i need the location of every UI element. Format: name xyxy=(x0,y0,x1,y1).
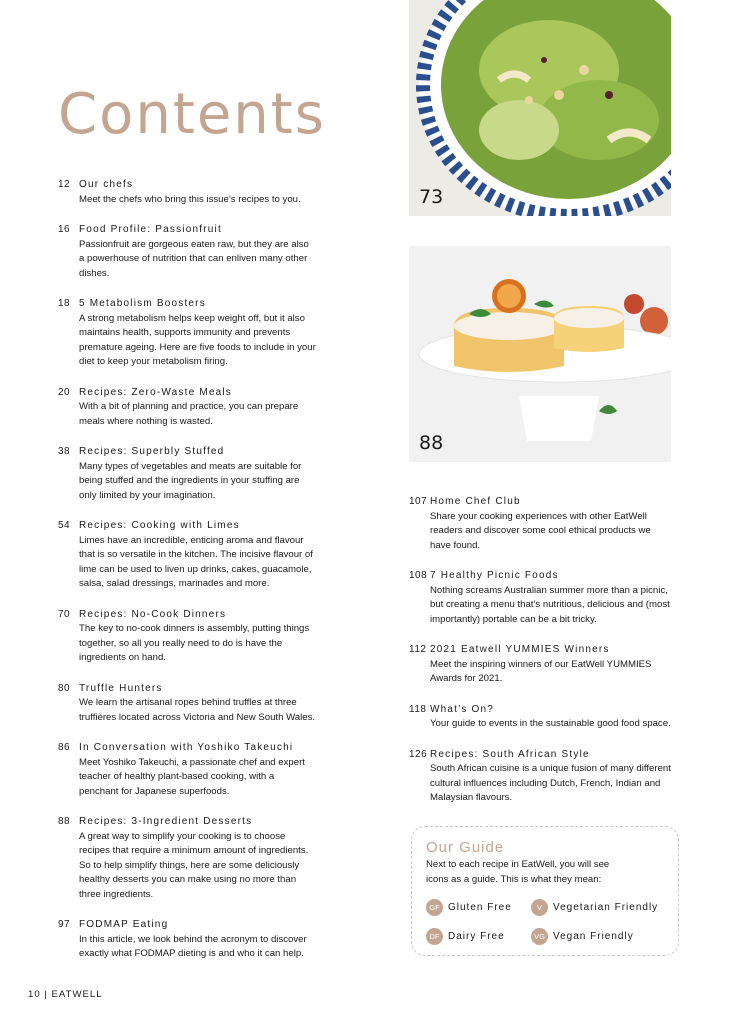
guide-item-gluten-free xyxy=(426,899,512,916)
entry-title: 5 Metabolism Boosters xyxy=(79,298,206,309)
contents-entry[interactable] xyxy=(409,569,671,627)
guide-item-vegetarian-friendly xyxy=(531,899,658,916)
entry-description: With a bit of planning and practice, you can prepare meals where nothing is wasted. xyxy=(79,401,299,427)
guide-item-label: Vegan Friendly xyxy=(553,931,634,942)
entry-title: In Conversation with Yoshiko Takeuchi xyxy=(79,742,294,753)
entry-description: Nothing screams Australian summer more than a picnic, but creating a menu that’s nutritious, delicious and (most importantly) portable can be a bit tricky. xyxy=(430,584,670,625)
entry-title: What’s On? xyxy=(430,703,495,715)
entry-description: Meet the chefs who bring this issue’s recipes to you. xyxy=(79,193,301,205)
guide-title: Our Guide xyxy=(426,839,505,856)
contents-right-column xyxy=(409,495,671,822)
entry-title: Recipes: Zero-Waste Meals xyxy=(79,386,232,398)
entry-description: Meet Yoshiko Takeuchi, a passionate chef and expert teacher of healthy plant-based cooking, with a penchant for Japanese superfoods. xyxy=(79,756,305,797)
entry-description: We learn the artisanal ropes behind truffles at three truffières located across Victoria and New South Wales. xyxy=(79,697,316,723)
photo-page-number: 73 xyxy=(419,186,444,208)
page-title: Contents xyxy=(58,82,326,147)
contents-entry[interactable] xyxy=(58,297,316,370)
entry-page-number: 126 xyxy=(409,748,428,760)
contents-entry[interactable] xyxy=(58,519,316,592)
entry-description: Many types of vegetables and meats are suitable for being stuffed and the ingredients in your stuffing are only limited by your imagination. xyxy=(79,460,302,501)
entry-description: Meet the inspiring winners of our EatWell YUMMIES Awards for 2021. xyxy=(430,658,652,684)
photo-page-number: 88 xyxy=(419,432,444,454)
entry-description: A great way to simplify your cooking is to choose recipes that require a minimum amount of ingredients. So to help simplify things, here are some deliciously healthy desserts you can make using no more than three ingredients. xyxy=(79,830,309,900)
entry-title: Recipes: South African Style xyxy=(430,748,590,760)
contents-entry[interactable] xyxy=(58,386,316,430)
entry-description: A strong metabolism helps keep weight off, but it also maintains health, supports immunity and prevents premature ageing. Here are five foods to include in your diet to keep your metabolism firing. xyxy=(79,312,316,367)
guide-item-label: Vegetarian Friendly xyxy=(553,902,659,913)
contents-entry[interactable] xyxy=(409,703,671,732)
entry-page-number: 88 xyxy=(58,816,71,827)
entry-title: Recipes: Cooking with Limes xyxy=(79,520,240,531)
dairy-free-icon: DF xyxy=(426,928,443,945)
entry-page-number: 70 xyxy=(58,608,71,620)
entry-description: Limes have an incredible, enticing aroma and flavour that is so versatile in the kitchen. The incisive flavour of lime can be used to liven up drinks, cakes, guacamole, salsa, salad dressings, marinades and more. xyxy=(79,534,313,589)
entry-title: FODMAP Eating xyxy=(79,919,169,930)
contents-entry[interactable] xyxy=(58,815,316,902)
entry-description: Passionfruit are gorgeous eaten raw, but they are also a powerhouse of nutrition that can enliven many other dishes. xyxy=(79,238,309,279)
entry-page-number: 112 xyxy=(409,644,427,655)
salad-photo xyxy=(409,0,671,216)
entry-page-number: 86 xyxy=(58,742,71,753)
cake-illustration xyxy=(409,246,671,462)
vegan-icon: VG xyxy=(531,928,548,945)
entry-description: Share your cooking experiences with other EatWell readers and discover some cool ethical products we have found. xyxy=(430,510,651,551)
entry-title: Recipes: 3-Ingredient Desserts xyxy=(79,816,253,827)
contents-entry[interactable] xyxy=(58,445,316,503)
salad-illustration xyxy=(409,0,671,216)
contents-entry[interactable] xyxy=(58,608,316,666)
contents-entry[interactable] xyxy=(58,178,316,207)
contents-entry[interactable] xyxy=(58,918,316,962)
entry-page-number: 12 xyxy=(58,179,71,190)
entry-title: 7 Healthy Picnic Foods xyxy=(430,570,559,581)
entry-page-number: 80 xyxy=(58,682,71,694)
entry-title: Recipes: Superbly Stuffed xyxy=(79,446,225,457)
entry-description: South African cuisine is a unique fusion of many different cultural influences including Dutch, French, Indian and Malaysian flavours. xyxy=(430,763,671,803)
entry-title: Truffle Hunters xyxy=(79,682,163,694)
entry-page-number: 16 xyxy=(58,224,71,235)
entry-page-number: 108 xyxy=(409,570,428,581)
entry-page-number: 38 xyxy=(58,446,71,457)
contents-entry[interactable] xyxy=(58,682,316,726)
entry-title: Recipes: No-Cook Dinners xyxy=(79,608,227,620)
contents-entry[interactable] xyxy=(58,223,316,281)
entry-page-number: 54 xyxy=(58,520,71,531)
gluten-free-icon: GF xyxy=(426,899,443,916)
guide-item-vegan-friendly xyxy=(531,928,634,945)
contents-entry[interactable] xyxy=(409,748,671,806)
entry-description: The key to no-cook dinners is assembly, putting things together, so all you really need to do is have the ingredients on hand. xyxy=(79,623,310,663)
page-footer: 10 | EATWELL xyxy=(28,989,103,1000)
entry-page-number: 20 xyxy=(58,386,71,398)
contents-entry[interactable] xyxy=(58,741,316,799)
contents-entry[interactable] xyxy=(409,495,671,553)
contents-left-column xyxy=(58,178,316,978)
entry-title: Our chefs xyxy=(79,179,134,190)
entry-page-number: 97 xyxy=(58,919,71,930)
vegetarian-icon: V xyxy=(531,899,548,916)
entry-title: Food Profile: Passionfruit xyxy=(79,224,222,235)
guide-item-label: Dairy Free xyxy=(448,931,505,942)
guide-item-label: Gluten Free xyxy=(448,902,512,913)
contents-entry[interactable] xyxy=(409,643,671,687)
guide-item-dairy-free xyxy=(426,928,505,945)
our-guide-box xyxy=(411,826,679,956)
entry-title: 2021 Eatwell YUMMIES Winners xyxy=(430,644,610,655)
entry-title: Home Chef Club xyxy=(430,496,521,507)
entry-page-number: 107 xyxy=(409,496,428,507)
guide-intro: Next to each recipe in EatWell, you will see icons as a guide. This is what they mean: xyxy=(426,859,610,885)
entry-page-number: 118 xyxy=(409,703,427,715)
entry-description: Your guide to events in the sustainable good food space. xyxy=(430,718,671,729)
entry-page-number: 18 xyxy=(58,298,71,309)
cake-photo xyxy=(409,246,671,462)
entry-description: In this article, we look behind the acronym to discover exactly what FODMAP dieting is and who it can help. xyxy=(79,933,307,959)
